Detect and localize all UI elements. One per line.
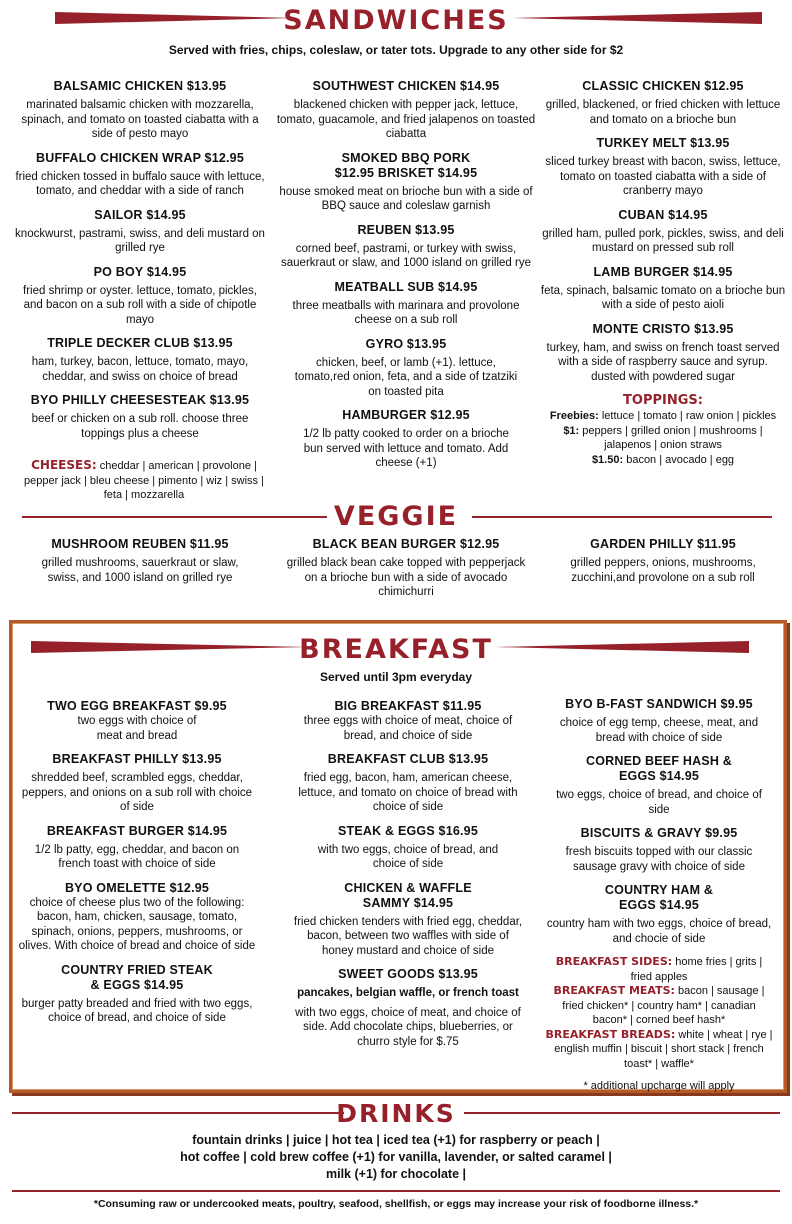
item-desc: marinated balsamic chicken with mozzarella, spinach, and tomato on toasted ciabatta with a side of pesto mayo [21,99,259,140]
veggie-item [274,537,538,600]
item-name: BREAKFAST CLUB $13.95 [327,752,489,766]
item-name: SWEET GOODS $13.95 [338,967,478,981]
item-name: STEAK & EGGS $16.95 [338,823,478,838]
cheeses-list [24,458,264,503]
item-name: CUBAN $14.95 [618,207,708,222]
sides-text: home fries | grits | fried apples [630,956,763,983]
breakfast-title: BREAKFAST [299,634,493,665]
item-name: BISCUITS & GRAVY $9.95 [580,826,738,840]
freebies-text: lettuce | tomato | raw onion | pickles [601,410,777,422]
item-desc: beef or chicken on a sub roll. choose three toppings plus a cheese [31,413,249,440]
item-desc: fresh biscuits topped with our classic sausage gravy with choice of side [565,846,753,873]
sandwiches-col-3 [540,79,786,467]
item-desc: grilled peppers, onions, mushrooms, zucchini,and provolone on a sub roll [570,557,756,584]
item-name: SOUTHWEST CHICKEN $14.95 [312,79,500,93]
cheeses-text: cheddar | american | provolone | pepper jack | bleu cheese | pimento | wiz | swiss | feta | mozzarella [24,460,264,501]
breakfast-breads [544,1028,774,1072]
item-name: CLASSIC CHICKEN $12.95 [582,79,744,93]
item-desc: fried egg, bacon, ham, american cheese, lettuce, and tomato on choice of bread with choice of side [298,772,518,813]
item-desc: fried shrimp or oyster. lettuce, tomato, pickles, and bacon on a sub roll with a side of chipotle mayo [23,284,257,326]
item-name: BIG BREAKFAST $11.95 [334,699,482,713]
item-desc: three eggs with choice of meat, choice of bread, and choice of side [303,715,513,742]
item-name: BLACK BEAN BURGER $12.95 [312,537,500,551]
drinks-line-1: fountain drinks | juice | hot tea | iced tea (+1) for raspberry or peach | [192,1133,600,1147]
item-sub: pancakes, belgian waffle, or french toast [297,987,519,999]
item-desc: shredded beef, scrambled eggs, cheddar, peppers, and onions on a sub roll with choice of side [21,772,253,813]
item-name: TURKEY MELT $13.95 [596,136,730,150]
item-desc: fried chicken tossed in buffalo sauce with lettuce, tomato, and cheddar with a side of ranch [15,170,265,197]
item-desc: grilled black bean cake topped with pepperjack on a brioche bun with a side of avocado chimichurri [286,557,526,598]
item-name: MEATBALL SUB $14.95 [334,279,478,294]
item-desc: sliced turkey breast with bacon, swiss, lettuce, tomato on toasted ciabatta with a side of cranberry mayo [545,156,781,197]
item-desc: choice of egg temp, cheese, meat, and bread with choice of side [559,717,759,744]
sandwiches-col-1 [12,79,268,450]
item-name: HAMBURGER $12.95 [342,408,470,422]
item-name: CORNED BEEF HASH & EGGS $14.95 [586,754,732,783]
item-name: BALSAMIC CHICKEN $13.95 [53,79,227,93]
item-desc: three meatballs with marinara and provolone cheese on a sub roll [292,299,520,326]
item-desc: ham, turkey, bacon, lettuce, tomato, mayo, cheddar, and swiss on choice of bread [31,356,249,383]
item-name: SMOKED BBQ PORK $12.95 BRISKET $14.95 [334,150,478,180]
item-desc: chicken, beef, or lamb (+1). lettuce, tomato,red onion, feta, and a side of tzatziki on toasted pita [294,356,518,398]
breads-text: white | wheat | rye | english muffin | biscuit | short stack | french toast* | waffle* [554,1028,773,1070]
dollar-one-label: $1: [563,424,580,437]
item-desc: grilled mushrooms, sauerkraut or slaw, swiss, and 1000 island on grilled rye [41,557,239,584]
breakfast-col-2 [290,699,526,1058]
item-name: MUSHROOM REUBEN $11.95 [51,537,229,551]
sandwiches-subtitle: Served with fries, chips, coleslaw, or tater tots. Upgrade to any other side for $2 [168,43,624,57]
item-name: BYO OMELETTE $12.95 [64,880,210,895]
item-desc: burger patty breaded and fried with two eggs, choice of bread, and choice of side [21,997,253,1024]
item-name: BYO PHILLY CHEESESTEAK $13.95 [30,393,250,407]
sides-label: BREAKFAST SIDES: [555,955,673,968]
breakfast-col-3 [544,697,774,1094]
dollar-one-text: peppers | grilled onion | mushrooms | jalapenos | onion straws [582,424,763,451]
dollar-onefifty-text: bacon | avocado | egg [626,453,735,466]
item-name: BUFFALO CHICKEN WRAP $12.95 [36,150,244,165]
breakfast-sides [544,955,774,984]
toppings-label: TOPPINGS: [623,393,703,408]
item-desc: two eggs, choice of bread, and choice of side [556,789,762,816]
item-desc: feta, spinach, balsamic tomato on a brioche bun with a side of pesto aioli [540,284,786,311]
meats-label: BREAKFAST MEATS: [553,984,675,997]
veggie-title: VEGGIE [333,501,459,532]
item-name: BREAKFAST PHILLY $13.95 [52,752,222,766]
item-desc: knockwurst, pastrami, swiss, and deli mustard on grilled rye [15,227,265,254]
cheeses-label: CHEESES: [31,458,97,472]
sandwiches-col-2 [274,79,538,480]
item-name: SAILOR $14.95 [94,207,186,222]
item-name: GYRO $13.95 [365,336,447,351]
item-desc: corned beef, pastrami, or turkey with swiss, sauerkraut or slaw, and 1000 island on grilled rye [281,242,531,269]
item-desc: with two eggs, choice of meat, and choice of side. Add chocolate chips, blueberries, or churro style for $.75 [295,1006,521,1048]
breakfast-subtitle: Served until 3pm everyday [319,670,473,684]
item-name: BYO B-FAST SANDWICH $9.95 [565,697,753,711]
drinks-title: DRINKS [336,1099,456,1128]
item-desc: turkey, ham, and swiss on french toast served with a side of raspberry sauce and syrup. dusted with powdered sugar [546,341,780,383]
sandwiches-title: SANDWICHES [283,5,509,36]
veggie-item [540,537,786,585]
item-desc: choice of cheese plus two of the following: bacon, ham, chicken, sausage, tomato, spinach, onions, peppers, mushrooms, or olives. With choice of bread and choice of side [18,896,256,952]
item-desc: with two eggs, choice of bread, and choice of side [317,843,499,870]
item-desc: blackened chicken with pepper jack, lettuce, tomato, guacamole, and fried jalapenos on toasted ciabatta [276,99,536,140]
item-name: BREAKFAST BURGER $14.95 [46,823,228,838]
item-name: LAMB BURGER $14.95 [593,264,733,279]
item-name: TWO EGG BREAKFAST $9.95 [47,699,227,713]
drinks-line-2: hot coffee | cold brew coffee (+1) for vanilla, lavender, or salted caramel | [180,1150,612,1164]
breakfast-col-1 [18,699,256,1035]
item-desc: fried chicken tenders with fried egg, cheddar, bacon, between two waffles with side of honey mustard and choice of side [293,915,523,957]
item-name: REUBEN $13.95 [357,222,455,237]
breads-label: BREAKFAST BREADS: [545,1027,676,1041]
item-desc: 1/2 lb patty, egg, cheddar, and bacon on french toast with choice of side [34,843,240,870]
item-name: COUNTRY HAM & EGGS $14.95 [604,883,714,912]
freebies-label: Freebies: [549,410,599,422]
item-name: PO BOY $14.95 [93,264,187,279]
item-desc: grilled ham, pulled pork, pickles, swiss, and deli mustard on pressed sub roll [542,227,784,254]
dollar-onefifty-label: $1.50: [591,453,624,466]
foodborne-warning: *Consuming raw or undercooked meats, poultry, seafood, shellfish, or eggs may increase your risk of foodborne illness.* [93,1198,699,1210]
meats-text: bacon | sausage | fried chicken* | country ham* | canadian bacon* | corned beef hash* [562,985,765,1026]
footer-rule [12,1190,780,1192]
item-name: TRIPLE DECKER CLUB $13.95 [47,336,233,350]
item-desc: 1/2 lb patty cooked to order on a brioche bun served with lettuce and tomato. Add cheese (+1) [303,428,509,469]
item-desc: country ham with two eggs, choice of bread, and chocie of side [546,918,772,945]
item-name: GARDEN PHILLY $11.95 [590,537,736,551]
item-desc: two eggs with choice of meat and bread [77,715,197,742]
item-desc: house smoked meat on brioche bun with a side of BBQ sauce and coleslaw garnish [279,185,533,212]
drinks-line-3: milk (+1) for chocolate | [326,1167,466,1181]
item-name: CHICKEN & WAFFLE SAMMY $14.95 [344,880,472,910]
breakfast-meats [544,984,774,1028]
item-name: COUNTRY FRIED STEAK & EGGS $14.95 [61,962,213,992]
toppings-block [540,393,786,467]
item-desc: grilled, blackened, or fried chicken with lettuce and tomato on a brioche bun [545,99,781,126]
veggie-item [12,537,268,585]
item-name: MONTE CRISTO $13.95 [592,321,734,336]
upcharge-note: * additional upcharge will apply [583,1080,735,1092]
